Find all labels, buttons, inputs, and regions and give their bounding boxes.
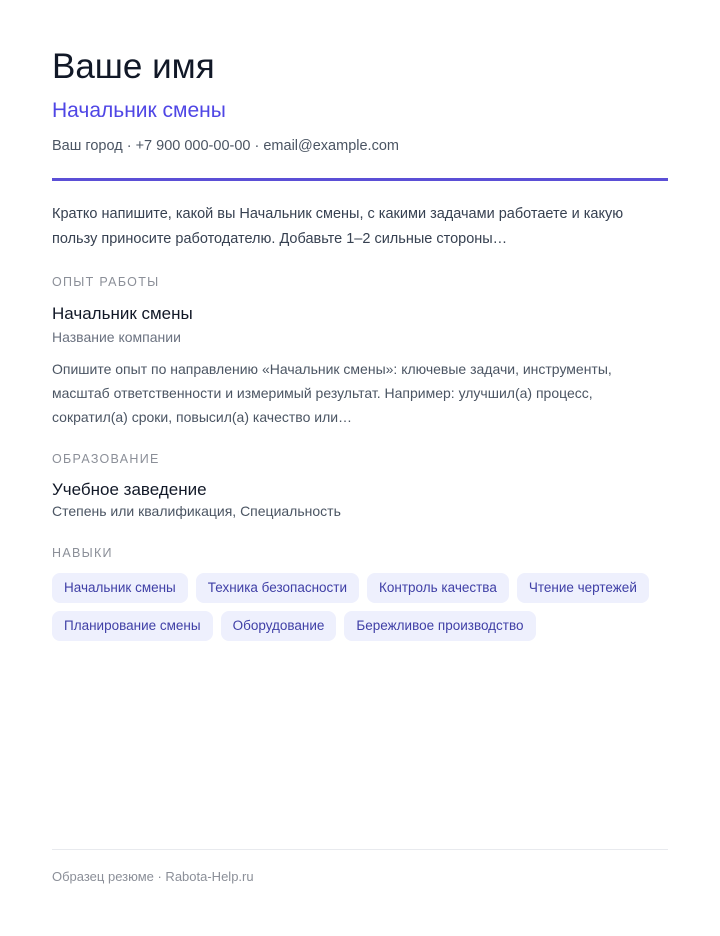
skill-tag: Техника безопасности <box>196 573 359 603</box>
education-section-title: ОБРАЗОВАНИЕ <box>52 452 160 466</box>
skill-tag: Оборудование <box>221 611 337 641</box>
skills-section-title: НАВЫКИ <box>52 546 113 560</box>
skill-tag: Планирование смены <box>52 611 213 641</box>
footer-text: Образец резюме · Rabota-Help.ru <box>52 869 254 884</box>
footer-divider <box>52 849 668 850</box>
skill-tag: Начальник смены <box>52 573 188 603</box>
candidate-role: Начальник смены <box>52 99 226 122</box>
job-description: Опишите опыт по направлению «Начальник смены»: ключевые задачи, инструменты, масштаб ответственности и измеримый результат. Например: улучшил(а) процесс, сократил(а) сроки, повысил(а) качество или… <box>52 361 612 425</box>
header-divider <box>52 178 668 181</box>
education-institution: Учебное заведение <box>52 480 207 499</box>
experience-section-title: ОПЫТ РАБОТЫ <box>52 275 160 289</box>
skills-list <box>52 573 668 641</box>
summary-text: Кратко напишите, какой вы Начальник смены, с какими задачами работаете и какую пользу приносите работодателю. Добавьте 1–2 сильные стороны… <box>52 206 624 247</box>
skill-tag: Чтение чертежей <box>517 573 649 603</box>
contact-line: Ваш город · +7 900 000-00-00 · email@example.com <box>52 138 399 154</box>
education-details: Степень или квалификация, Специальность <box>52 503 341 519</box>
skill-tag: Бережливое производство <box>344 611 535 641</box>
company-name: Название компании <box>52 329 181 345</box>
skill-tag: Контроль качества <box>367 573 509 603</box>
candidate-name: Ваше имя <box>52 47 215 86</box>
job-title: Начальник смены <box>52 304 193 323</box>
